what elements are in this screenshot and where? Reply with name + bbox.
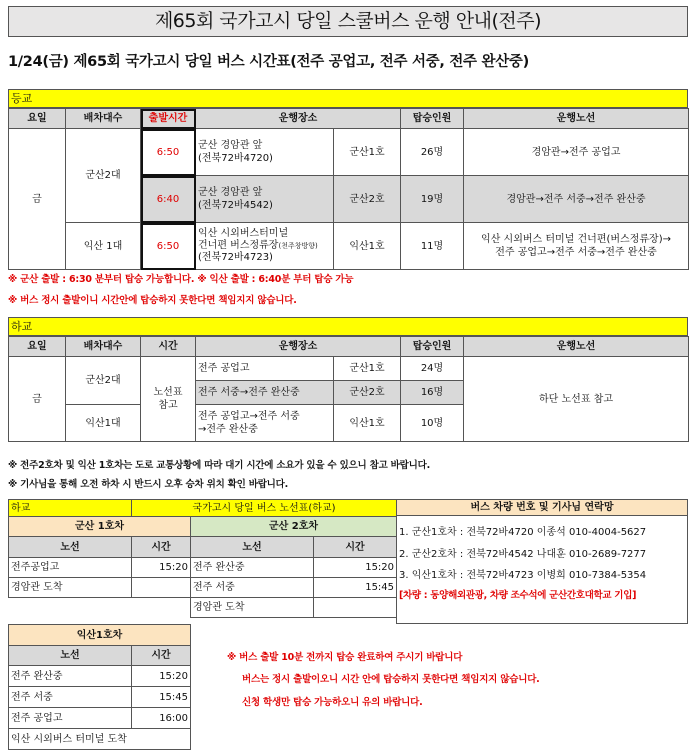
return-route: 하단 노선표 참고 (464, 357, 689, 442)
col-time: 시간 (314, 537, 397, 558)
return-fleet-gunsan: 군산2대 (66, 357, 141, 405)
place-line: 군산 경암관 앞 (198, 187, 263, 198)
col-place: 운행장소 (196, 109, 401, 129)
boarding-place: 전주 공업고 (196, 357, 334, 381)
stop: 전주 완산중 (9, 666, 132, 687)
place-line: 전주 공업고→전주 서중 (198, 411, 300, 422)
going-day: 금 (9, 129, 66, 270)
col-riders: 탑승인원 (401, 109, 464, 129)
contact-line: 1. 군산1호차 : 전북72바4720 이종석 010-4004-5627 (399, 527, 647, 538)
route: 경암관→전주 공업고 (464, 129, 689, 176)
schedule-table (8, 499, 397, 618)
stop-time: 15:20 (132, 558, 191, 578)
boarding-place: 전주 서중→전주 완산중 (196, 381, 334, 405)
time-ref-line: 참고 (158, 400, 178, 411)
rider-count: 11명 (401, 223, 464, 270)
return-note: ※ 기사님을 통해 오전 하차 시 반드시 오후 승차 위치 확인 바랍니다. (8, 479, 289, 490)
return-note: ※ 전주2호차 및 익산 1호차는 도로 교통상황에 따라 대기 시간에 소요가 있을 수 있으니 참고 바랍니다. (8, 460, 430, 471)
table-row (9, 223, 689, 270)
bus-name: 익산1호 (334, 405, 401, 442)
place-note: (천주창방향) (278, 242, 318, 250)
table-row (9, 666, 191, 687)
bus-name-row (9, 625, 191, 646)
schedule-title: 국가고시 당일 버스 노선표(하교) (132, 500, 397, 517)
table-row (9, 129, 689, 176)
route-line: 익산 시외버스 터미널 건너편(버스정류장)→ (481, 234, 671, 245)
depart-time: 6:50 (141, 129, 196, 176)
table-row (9, 708, 191, 729)
bus2-name: 군산 2호차 (191, 517, 397, 537)
col-time: 시간 (132, 646, 191, 666)
footer-note: 버스는 정시 출발이오니 시간 안에 탑승하지 못한다면 책임지지 않습니다. (242, 674, 540, 685)
place-line: →전주 완산중 (198, 424, 258, 435)
bus3-table (8, 624, 191, 750)
boarding-place (196, 129, 334, 176)
return-header-row (9, 337, 689, 357)
route (464, 223, 689, 270)
boarding-place (196, 405, 334, 442)
schedule-title-row (9, 500, 397, 517)
col-route: 노선 (9, 646, 132, 666)
bus-name: 군산2호 (334, 381, 401, 405)
return-section-label: 하교 (11, 320, 33, 333)
place-line: 군산 경암관 앞 (198, 140, 263, 151)
table-row (9, 598, 397, 618)
stop: 전주 서중 (191, 578, 314, 598)
stop-time: 15:20 (314, 558, 397, 578)
rider-count: 26명 (401, 129, 464, 176)
page-subtitle: 1/24(금) 제65회 국가고시 당일 버스 시간표(전주 공업고, 전주 서중, 전주 완산중) (8, 54, 529, 70)
place-line: (전북72바4720) (198, 153, 273, 164)
col-route: 노선 (191, 537, 314, 558)
schedule-header-row (9, 646, 191, 666)
time-ref-line: 노선표 (153, 387, 183, 398)
place-line (198, 240, 331, 252)
bus-name: 군산1호 (334, 357, 401, 381)
col-day: 요일 (9, 337, 66, 357)
going-note: ※ 버스 정시 출발이니 시간안에 탑승하지 못한다면 책임지지 않습니다. (8, 295, 297, 306)
route-line: 전주 공업고→전주 서중→전주 완산중 (495, 247, 657, 258)
col-time: 시간 (132, 537, 191, 558)
col-route: 운행노선 (464, 337, 689, 357)
table-row (9, 578, 397, 598)
stop: 경암관 도착 (9, 578, 132, 598)
going-fleet-iksan: 익산 1대 (66, 223, 141, 270)
bus1-name: 군산 1호차 (9, 517, 191, 537)
place-line: 익산 시외버스터미널 (198, 228, 289, 239)
return-fleet-iksan: 익산1대 (66, 405, 141, 442)
rider-count: 19명 (401, 176, 464, 223)
col-route: 운행노선 (464, 109, 689, 129)
contacts-title: 버스 차량 번호 및 기사님 연락망 (396, 499, 688, 516)
stop: 전주 공업고 (9, 708, 132, 729)
return-day: 금 (9, 357, 66, 442)
stop: 익산 시외버스 터미널 도착 (9, 729, 191, 750)
table-row (9, 558, 397, 578)
bus3-name: 익산1호차 (9, 625, 191, 646)
stop: 전주 서중 (9, 687, 132, 708)
bus-name-row (9, 517, 397, 537)
place-line: (전북72바4542) (198, 200, 273, 211)
col-riders: 탑승인원 (401, 337, 464, 357)
col-time: 시간 (141, 337, 196, 357)
boarding-place (196, 223, 334, 270)
col-route: 노선 (9, 537, 132, 558)
place-line-text: 건너편 버스정류장 (198, 240, 279, 251)
return-table (8, 336, 689, 442)
going-note: ※ 군산 출발 : 6:30 분부터 탑승 가능합니다. ※ 익산 출발 : 6:40분 부터 탑승 가능 (8, 274, 354, 285)
empty-cell (132, 598, 191, 618)
going-section-label: 등교 (11, 92, 33, 105)
stop-time: 15:20 (132, 666, 191, 687)
depart-time: 6:50 (141, 223, 196, 270)
stop-time (132, 578, 191, 598)
place-line: (전북72바4723) (198, 252, 273, 263)
contact-line: 3. 익산1호차 : 전북72바4723 이병희 010-7384-5354 (399, 570, 647, 581)
table-row (9, 357, 689, 381)
stop: 전주공업고 (9, 558, 132, 578)
going-section-header (8, 89, 688, 108)
page-title: 제65회 국가고시 당일 스쿨버스 운행 안내(전주) (8, 6, 688, 37)
going-header-row (9, 109, 689, 129)
schedule-header-row (9, 537, 397, 558)
schedule-section-label: 하교 (9, 500, 132, 517)
stop-time: 15:45 (132, 687, 191, 708)
vehicle-note: [차량 : 동양해외관광, 차량 조수석에 군산간호대학교 기입] (399, 590, 637, 601)
stop: 경암관 도착 (191, 598, 314, 618)
col-fleet: 배차대수 (66, 337, 141, 357)
depart-time: 6:40 (141, 176, 196, 223)
col-day: 요일 (9, 109, 66, 129)
table-row (9, 729, 191, 750)
stop-time (314, 598, 397, 618)
boarding-place (196, 176, 334, 223)
stop: 전주 완산중 (191, 558, 314, 578)
col-place: 운행장소 (196, 337, 401, 357)
empty-cell (9, 598, 132, 618)
stop-time: 16:00 (132, 708, 191, 729)
going-fleet-gunsan: 군산2대 (66, 129, 141, 223)
rider-count: 16명 (401, 381, 464, 405)
contact-line: 2. 군산2호차 : 전북72바4542 나대훈 010-2689-7277 (399, 549, 647, 560)
going-table (8, 108, 689, 270)
return-time-ref (141, 357, 196, 442)
bus-name: 군산1호 (334, 129, 401, 176)
stop-time: 15:45 (314, 578, 397, 598)
bus-name: 익산1호 (334, 223, 401, 270)
rider-count: 10명 (401, 405, 464, 442)
rider-count: 24명 (401, 357, 464, 381)
col-depart-time: 출발시간 (141, 109, 196, 129)
col-fleet: 배차대수 (66, 109, 141, 129)
bus-name: 군산2호 (334, 176, 401, 223)
route: 경암관→전주 서중→전주 완산중 (464, 176, 689, 223)
table-row (9, 687, 191, 708)
return-section-header (8, 317, 688, 336)
footer-note: ※ 버스 출발 10분 전까지 탑승 완료하여 주시기 바랍니다 (227, 652, 463, 663)
footer-note: 신청 학생만 탑승 가능하오니 유의 바랍니다. (242, 697, 423, 708)
